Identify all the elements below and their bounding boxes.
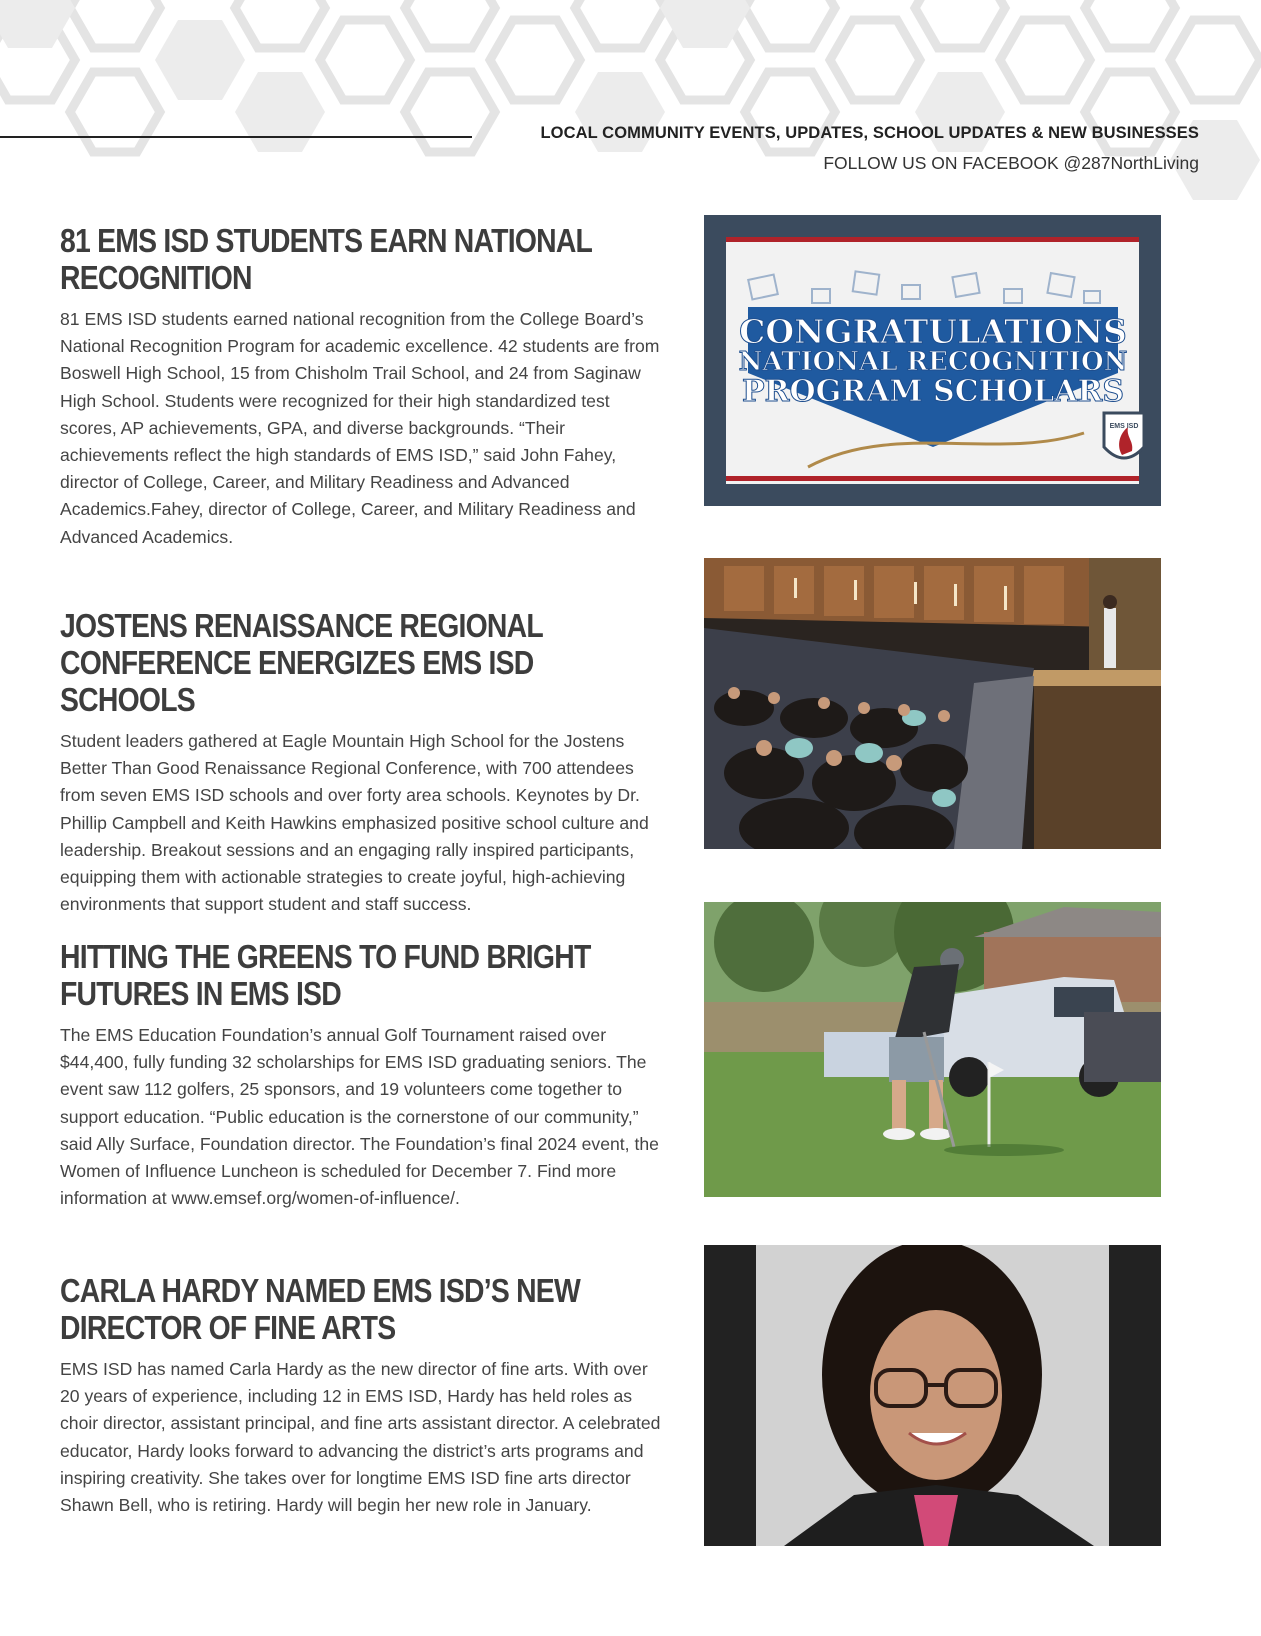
header-rule [0,136,472,138]
article-title: HITTING THE GREENS TO FUND BRIGHT FUTURES IN EMS ISD [60,938,591,1012]
article-body: The EMS Education Foundation’s annual Golf Tournament raised over $44,400, fully funding 32 scholarships for EMS ISD graduating seniors. The event saw 112 golfers, 25 sponsors, and 19 volunteers come together to support education. “Public education is the cornerstone of our community,” said Ally Surface, Foundation director. The Foundation’s final 2024 event, the Women of Influence Luncheon is scheduled for December 7. Find more information at www.emsef.org/women-of-influence/. [60,1025,659,1209]
article-title: CARLA HARDY NAMED EMS ISD’S NEW DIRECTOR OF FINE ARTS [60,1272,580,1346]
article-title: JOSTENS RENAISSANCE REGIONAL CONFERENCE ENERGIZES EMS ISD SCHOOLS [60,607,543,718]
hexagon-background-pattern [0,0,1261,215]
graphic-line-3: PROGRAM SCHOLARS [741,374,1125,409]
conference-auditorium-photo [704,558,1161,849]
article-golf-tournament [60,938,665,1212]
article-title: 81 EMS ISD STUDENTS EARN NATIONAL RECOGNITION [60,222,592,296]
article-body: Student leaders gathered at Eagle Mountain High School for the Jostens Better Than Good Renaissance Regional Conference, with 700 attendees from seven EMS ISD schools and over forty area schools. Keynotes by Dr. Phillip Campbell and Keith Hawkins emphasized positive school culture and leadership. Breakout sessions and an engaging rally inspired participants, equipping them with actionable strategies to create joyful, high-achieving environments that support student and staff success. [60,731,649,915]
article-body: EMS ISD has named Carla Hardy as the new director of fine arts. With over 20 years of experience, including 12 in EMS ISD, Hardy has held roles as choir director, assistant principal, and fine arts assistant director. A celebrated educator, Hardy looks forward to advancing the district’s arts programs and inspiring creativity. She takes over for longtime EMS ISD fine arts director Shawn Bell, who is retiring. Hardy will begin her new role in January. [60,1359,661,1516]
portrait-photo [704,1245,1161,1546]
article-national-recognition [60,222,665,551]
article-director-fine-arts [60,1272,665,1519]
graphic-line-1: CONGRATULATIONS [739,312,1127,351]
article-body: 81 EMS ISD students earned national recognition from the College Board’s National Recognition Program for academic excellence. 42 students are from Boswell High School, 15 from Chisholm Trail School, and 24 from Saginaw High School. Students were recognized for their high standardized test scores, AP achievements, GPA, and diverse backgrounds. “Their achievements reflect the high standards of EMS ISD,” said John Fahey, director of College, Career, and Military Readiness and Advanced Academics.Fahey, director of College, Career, and Military Readiness and Advanced Academics. [60,309,660,547]
facebook-follow-text: FOLLOW US ON FACEBOOK @287NorthLiving [823,153,1199,173]
logo-text: EMS ISD [1109,423,1139,430]
golf-tournament-photo [704,902,1161,1197]
section-header-title: LOCAL COMMUNITY EVENTS, UPDATES, SCHOOL UPDATES & NEW BUSINESSES [540,124,1199,142]
graphic-line-2: NATIONAL RECOGNITION [738,347,1128,377]
article-jostens-conference [60,607,665,918]
congratulations-graphic [704,215,1161,506]
